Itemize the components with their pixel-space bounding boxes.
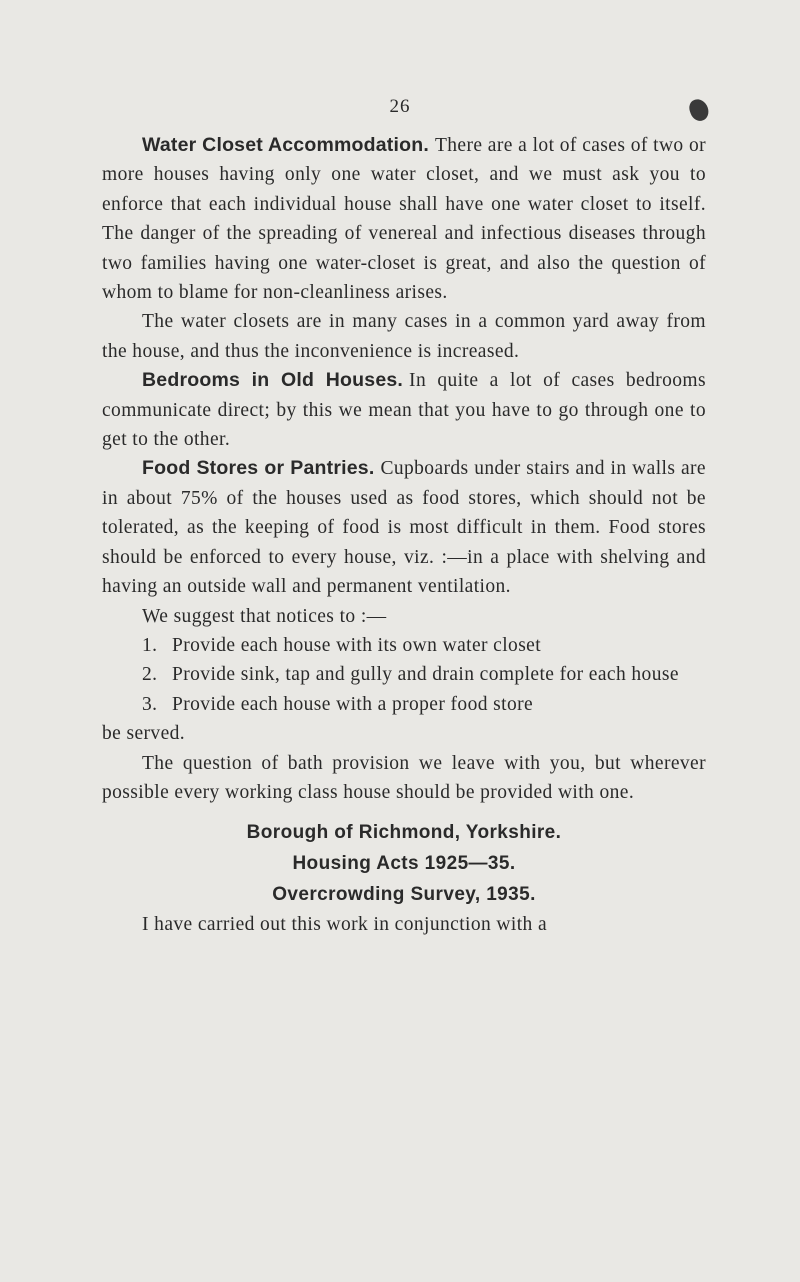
list-item-text: Provide each house with its own water closet [172, 634, 542, 656]
bedrooms-heading: Bedrooms in Old Houses. [142, 369, 404, 392]
list-item-text: Provide sink, tap and gully and drain complete for each house [172, 664, 679, 686]
water-closet-paragraph [102, 131, 706, 307]
bedrooms-paragraph [102, 366, 706, 454]
list-item-number: 1. [142, 634, 158, 656]
notices-tail: be served. [102, 723, 186, 745]
water-closet-text: There are a lot of cases of two or more houses having only one water closet, and we must ask you to enforce that each individual house shall have one water closet to itself. The danger of the spreading of venereal and infectious diseases through two families having one water-closet is great, and also the question of whom to blame for non-cleanliness arises. [102, 135, 706, 304]
bedrooms-text: In quite a lot of cases bedrooms communicate direct; by this we mean that you have to go through one to get to the other. [102, 370, 706, 451]
bath-paragraph: The question of bath provision we leave with you, but wherever possible every working class house should be provided with one. [102, 752, 706, 803]
list-item [102, 631, 706, 660]
food-stores-heading: Food Stores or Pantries. [142, 457, 375, 480]
housing-acts-heading: Housing Acts 1925—35. [292, 853, 516, 875]
water-closet-heading: Water Closet Accommodation. [142, 134, 429, 156]
page-number: 26 [389, 96, 411, 117]
notices-intro: We suggest that notices to :— [142, 605, 387, 627]
list-item-number: 3. [142, 693, 158, 715]
overcrowding-survey-heading: Overcrowding Survey, 1935. [272, 884, 536, 906]
notices-list [102, 631, 706, 719]
borough-heading: Borough of Richmond, Yorkshire. [246, 822, 562, 844]
document-body [102, 131, 706, 940]
list-item [102, 660, 706, 689]
yard-paragraph: The water closets are in many cases in a common yard away from the house, and thus the inconvenience is increased. [102, 311, 706, 362]
list-item-text: Provide each house with a proper food store [172, 693, 534, 715]
section-spacer [102, 807, 706, 817]
closing-paragraph: I have carried out this work in conjunction with a [142, 914, 548, 936]
list-item-number: 2. [142, 664, 158, 686]
list-item [102, 690, 706, 719]
food-stores-paragraph [102, 454, 706, 601]
food-stores-text: Cupboards under stairs and in walls are in about 75% of the houses used as food stores, which should not be tolerated, as the keeping of food is most difficult in them. Food stores should be enforced to every house, viz. :—in a place with shelving and having an outside wall and permanent ventilation. [102, 458, 706, 598]
